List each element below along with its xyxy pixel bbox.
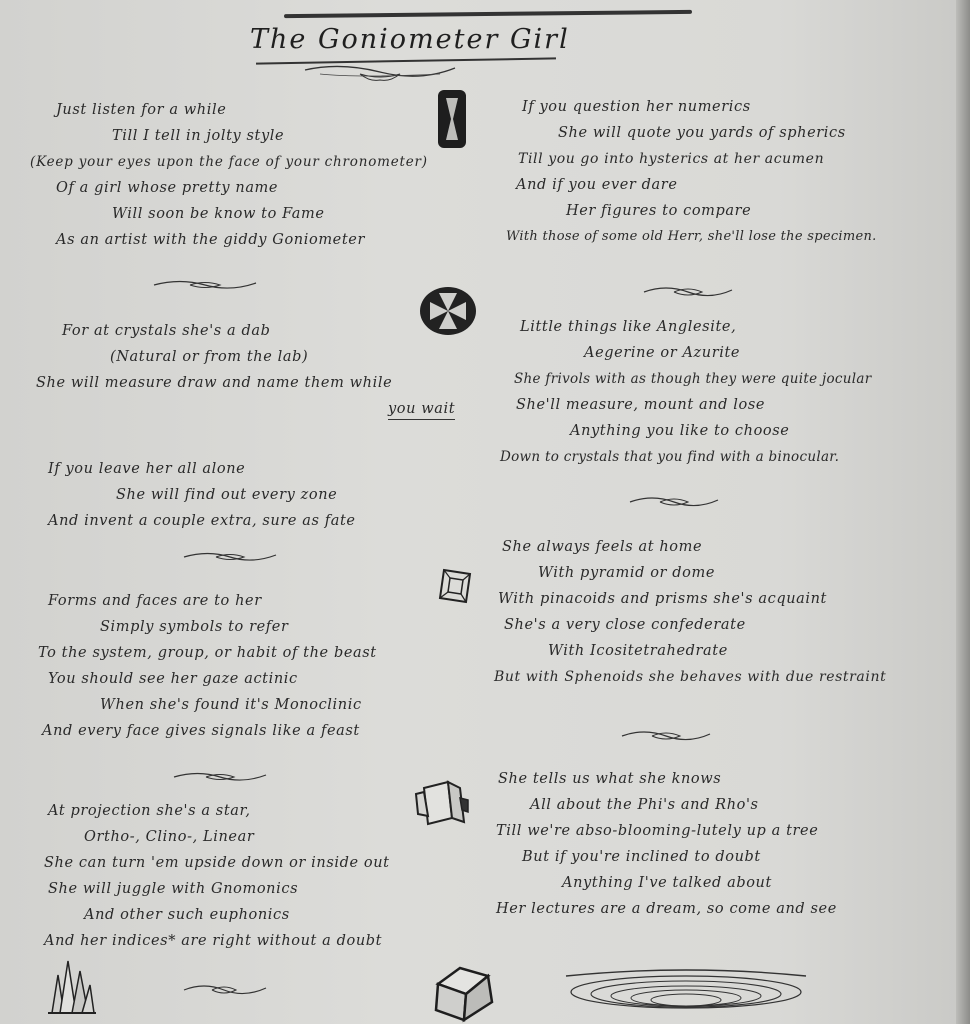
poem-line: But with Sphenoids she behaves with due restraint (494, 669, 887, 685)
poem-line: And her indices* are right without a doubt (44, 933, 383, 949)
poem-line: All about the Phi's and Rho's (530, 797, 759, 813)
poem-line: She tells us what she knows (498, 771, 722, 787)
poem-line: She will juggle with Gnomonics (48, 881, 299, 897)
poem-line: (Natural or from the lab) (110, 349, 309, 365)
poem-line: And every face gives signals like a feast (42, 723, 360, 739)
flourish-icon (640, 282, 736, 304)
poem-line: She will find out every zone (116, 487, 338, 503)
top-rule (284, 10, 692, 18)
right-stanza-3 (494, 534, 887, 690)
crystal-cluster-icon (44, 955, 98, 1017)
poem-line: And invent a couple extra, sure as fate (48, 513, 356, 529)
poem-line: With those of some old Herr, she'll lose the specimen. (506, 229, 877, 244)
poem-line: Little things like Anglesite, (520, 319, 737, 335)
poem-line: When she's found it's Monoclinic (100, 697, 362, 713)
poem-line: With Icositetrahedrate (548, 643, 728, 659)
flourish-icon (180, 980, 270, 1002)
right-stanza-2 (500, 314, 872, 470)
poem-line: Down to crystals that you find with a binocular. (500, 449, 840, 465)
poem-line: Aegerine or Azurite (584, 345, 741, 361)
poem-line: Of a girl whose pretty name (56, 180, 279, 196)
poem-line: To the system, group, or habit of the beast (38, 645, 377, 661)
poem-line: She will quote you yards of spherics (558, 125, 846, 141)
poem-line: With pyramid or dome (538, 565, 716, 581)
flourish-icon (618, 726, 714, 748)
poem-line: She always feels at home (502, 539, 703, 555)
poem-line: Her figures to compare (566, 203, 752, 219)
left-stanza-1 (30, 97, 428, 253)
poem-line: (Keep your eyes upon the face of your chronometer) (30, 154, 428, 170)
poem-line: Till we're abso-blooming-lutely up a tree (496, 823, 819, 839)
poem-line: At projection she's a star, (48, 803, 251, 819)
left-stanza-3 (48, 456, 356, 534)
left-stanza-4 (38, 588, 377, 744)
poem-line: Will soon be know to Fame (112, 206, 325, 222)
crystal-prism-icon (412, 778, 470, 830)
poem-line: you wait (388, 401, 455, 420)
flourish-icon (300, 60, 460, 84)
flourish-icon (626, 492, 722, 514)
crystal-square-icon (436, 566, 474, 606)
left-stanza-2 (36, 318, 456, 422)
poem-line: And if you ever dare (516, 177, 678, 193)
poem-line: For at crystals she's a dab (62, 323, 271, 339)
poem-line: Simply symbols to refer (100, 619, 289, 635)
poem-line: And other such euphonics (84, 907, 290, 923)
poem-line: Ortho-, Clino-, Linear (84, 829, 255, 845)
poem-title: The Goniometer Girl (250, 24, 570, 55)
crystal-cube-icon (430, 962, 500, 1024)
flourish-icon (150, 276, 260, 294)
page-edge-shadow (956, 0, 970, 1024)
poem-line: Just listen for a while (56, 102, 227, 118)
poem-line: She frivols with as though they were quite jocular (514, 371, 872, 387)
poem-line: She's a very close confederate (504, 617, 746, 633)
flourish-icon (170, 768, 270, 786)
poem-line: If you question her numerics (522, 99, 751, 115)
right-stanza-1 (506, 94, 877, 250)
poem-line: Anything I've talked about (562, 875, 772, 891)
flourish-icon (556, 962, 816, 1022)
left-stanza-5 (44, 798, 390, 954)
poem-line: She will measure draw and name them while (36, 375, 393, 391)
poem-line: As an artist with the giddy Goniometer (56, 232, 365, 248)
poem-line: You should see her gaze actinic (48, 671, 298, 687)
flourish-icon (180, 548, 280, 566)
poem-line: She'll measure, mount and lose (516, 397, 766, 413)
right-stanza-4 (498, 766, 837, 922)
poem-line: With pinacoids and prisms she's acquaint (498, 591, 827, 607)
poem-line: Her lectures are a dream, so come and see (496, 901, 837, 917)
hourglass-icon (436, 88, 468, 150)
maltese-cross-icon (418, 285, 478, 337)
poem-line: Till I tell in jolty style (112, 128, 285, 144)
poem-line: Forms and faces are to her (48, 593, 262, 609)
poem-line: Till you go into hysterics at her acumen (518, 151, 825, 167)
poem-line: If you leave her all alone (48, 461, 246, 477)
poem-line: Anything you like to choose (570, 423, 790, 439)
poem-line: But if you're inclined to doubt (522, 849, 761, 865)
poem-line: She can turn 'em upside down or inside out (44, 855, 390, 871)
